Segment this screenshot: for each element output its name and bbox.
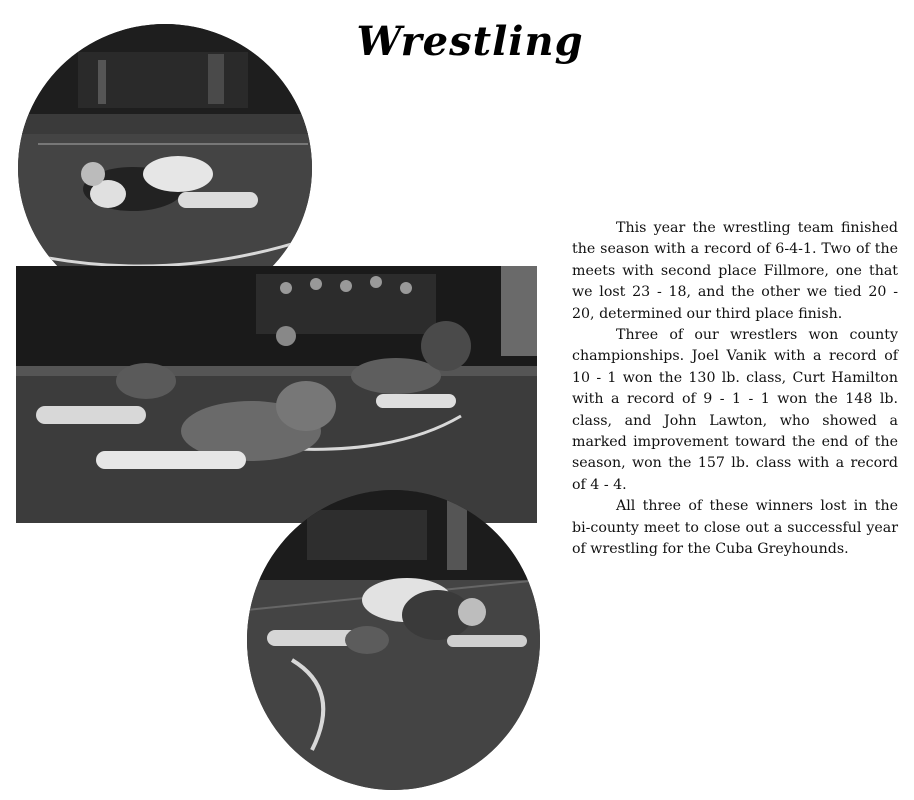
paragraph-bi-county: All three of these winners lost in the bi-county meet to close out a successful year of wrestling for the Cuba Greyhounds. xyxy=(572,498,898,558)
wrestling-photo-bottom xyxy=(247,490,540,790)
paragraph-champions: Three of our wrestlers won county championships. Joel Vanik with a record of 10 - 1 won the 130 lb. class, Curt Hamilton with a record of 9 - 1 - 1 won the 148 lb. class, and John Lawton, who showed a marked improvement toward the end of the season, won the 157 lb. class with a record of 4 - 4. xyxy=(572,327,898,493)
paragraph-season: This year the wrestling team finished the season with a record of 6-4-1. Two of the meets with second place Fillmore, one that we lost 23 - 18, and the other we tied 20 - 20, determined our third place finish. xyxy=(572,220,898,322)
page-title: Wrestling xyxy=(356,18,584,65)
article-body xyxy=(572,218,898,561)
wrestling-photo-middle xyxy=(16,266,537,523)
